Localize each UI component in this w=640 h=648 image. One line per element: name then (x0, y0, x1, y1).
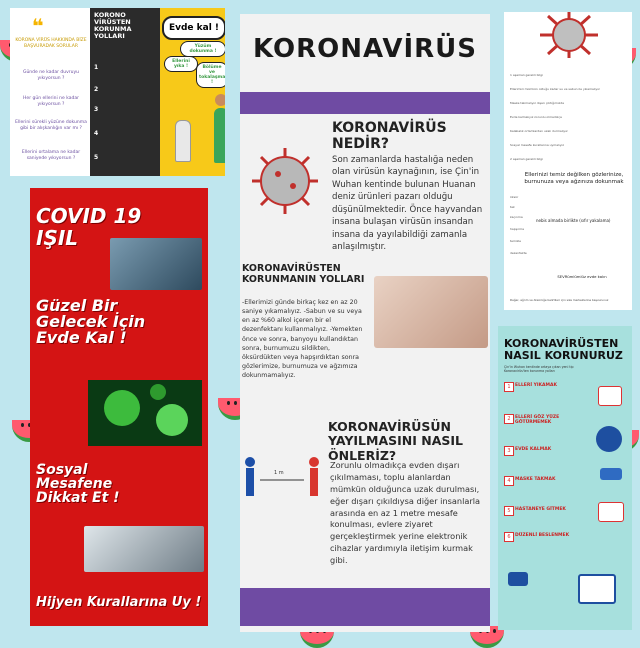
step-number-badge: 6 (504, 532, 514, 542)
poster-korunma-teal (498, 326, 632, 630)
protection-text: -Ellerimizi günde birkaç kez en az 20 saniye yıkamalıyız. -Sabun ve su veya en az %60 alkol içeren bir el dezenfektanı kullanmalıyız. -Yemekten önce ve sonra, banyoyu kullandıktan sonra, burnumuzu sildikten, öksürdükten veya hapşırdıktan sonra gözlerimize, burnumuza ve ağzımıza dokunmamalıyız. (242, 299, 363, 379)
stay-home-slogan: Güzel Bir Gelecek İçin Evde Kal ! (36, 296, 146, 347)
step-label: ELLERİ YIKAMAK (515, 383, 557, 388)
virus-image (534, 12, 604, 58)
step-number: 1 (94, 64, 99, 71)
info-line: 2 aşamalı gerekli bilgi (510, 157, 543, 161)
step-label: EVDE KALMAK (515, 447, 552, 452)
scientist-photo (110, 238, 202, 290)
speech-bubble: Bölüme ve tokalaşma ! (196, 62, 225, 88)
step-number-badge: 2 (504, 414, 514, 424)
virus-image (88, 380, 202, 446)
small-list-item: temizle (510, 239, 522, 243)
protection-title: KORONAVİRÜSTEN KORUNMANIN YOLLARI (242, 263, 365, 285)
distance-label: 1 m (274, 470, 284, 476)
korunma-title: KORONAVİRÜSTEN NASIL KORUNURUZ (504, 337, 623, 363)
quote-icon: ❝ (32, 14, 44, 38)
info-line: Maske takmalıyız dışarı çıktığımızda (510, 101, 564, 105)
step-number: 2 (94, 86, 99, 93)
handwash-photo (374, 276, 488, 348)
prevention-text: Zorunlu olmadıkça evden dışarı çıkılmaması, toplu alanlardan mümkün olduğunca uzak durulması, eğer dışarı çıkıldıysa diğer insanlarla arasında en az 1 metre mesafe konulması, evlere ziyaret gerçekleştirmek yerine elektronik cihazlar yardımıyla iletişim kurmak gibi. (330, 460, 481, 566)
small-list-item: öksür (510, 195, 519, 199)
step-label: HASTANEYE GİTMEK (515, 507, 566, 512)
question-item: Ellerini sürekli yüzüne dokunma gibi bir alışkanlığın var mı ? (15, 120, 87, 131)
pill-icon (600, 468, 622, 480)
mid-text: nebis almada birlikte (sıfır yakalama) (536, 218, 611, 223)
poster-koronavirus-main (240, 14, 490, 632)
prevention-title: KORONAVİRÜSÜN YAYILMASINI NASIL ÖNLERİZ? (328, 419, 463, 463)
poster-questions (10, 8, 225, 176)
hygiene-slogan: Hijyen Kurallarına Uy ! (36, 595, 202, 610)
step-number: 4 (94, 130, 99, 137)
distance-illustration (242, 454, 324, 502)
medical-team-photo (84, 526, 204, 572)
doctor-illustration (175, 120, 191, 162)
step-label: MASKE TAKMAK (515, 477, 556, 482)
question-item: Her gün ellerini ne kadar yıkıyorsun ? (23, 96, 79, 107)
bandage-icon (508, 572, 528, 586)
small-list-item: kaçınma (510, 215, 523, 219)
protection-title: KORONO VİRÜSTEN KORUNMA YOLLARI (94, 11, 132, 41)
covid-heading: COVID 19 (36, 204, 142, 228)
step-number-badge: 1 (504, 382, 514, 392)
name-heading: IŞIL (36, 226, 79, 250)
what-is-title: KORONAVİRÜS NEDİR? (332, 120, 447, 153)
first-aid-icon (598, 386, 622, 406)
info-line: Kalabalık ortamlardan uzak durmalıyız (510, 129, 568, 133)
info-line: Ellerimizi mümkün olduğu kadar su ve sabun ile yıkamalıyız (510, 87, 600, 91)
distance-slogan: Sosyal Mesafene Dikkat Et ! (36, 462, 120, 506)
step-number: 3 (94, 106, 99, 113)
nurse-head (215, 94, 225, 106)
purple-bar-bottom (240, 588, 490, 626)
purple-bar-top (240, 92, 490, 114)
speech-bubble: Yüzüm dokunma ! (180, 41, 225, 57)
nurse-illustration (214, 108, 225, 163)
main-title: KORONAVİRÜS (253, 34, 477, 64)
speech-bubble: Ellerini yıka ! (164, 56, 198, 72)
poster-covid-red (30, 188, 208, 626)
korunma-subtitle: Çin'in Wuhan kentinde ortaya çıkan yeni tip Koronavirüs'ten korunma yolları (504, 365, 574, 373)
info-line: Evde kalmalıyız zorunlu olmadıkça (510, 115, 562, 119)
step-number-badge: 5 (504, 506, 514, 516)
step-label: DÜZENLİ BESLENMEK (515, 533, 570, 538)
step-label: ELLERİ GÖZ YÜZE GÖTÜRMEMEK (515, 415, 560, 425)
medicine-box-icon (578, 574, 616, 604)
small-list-item: dezenfekte (510, 251, 527, 255)
questions-intro: KORONA VİRÜS HAKKINDA BİZE BAŞVURADAK SORULAR (15, 38, 87, 49)
step-number-badge: 3 (504, 446, 514, 456)
heart-icon (596, 426, 622, 452)
question-item: Ellerini ortalama ne kadar saniyede yıkıyorsun ? (21, 150, 81, 161)
small-list-item: hapşırma (510, 227, 524, 231)
evde-kal-badge: Evde kal ! (162, 16, 225, 40)
question-item: Günde ne kadar duvruyu yıkıyorsun ? (22, 70, 80, 81)
poster-info-sheet (504, 12, 632, 310)
footer-note: Değer, ağrım ve öksürüğe belirtileri için size merkezlerine başvurunuz (510, 298, 609, 302)
step-number: 5 (94, 154, 99, 161)
info-line: Sosyal mesafe kurallarına uymalıyız (510, 143, 564, 147)
eyes-warning: Ellerinizi temiz değilken gözlerinize, burnunuza veya ağzınıza dokunmak (524, 172, 624, 185)
virus-icon (248, 144, 322, 218)
small-list-item: tak (510, 205, 515, 209)
info-line: 1 aşamalı gerekli bilgi (510, 73, 543, 77)
what-is-text: Son zamanlarda hastalığa neden olan virüsün kaynağının, ise Çin'in Wuhan kentinde bulunan Huanan deniz ürünleri pazarı olduğu düşünülmektedir. Önce hayvandan insana bulaşan virüsün insandan insana da yayılabildiği zamanla anlaşılmıştır. (332, 155, 483, 253)
step-number-badge: 4 (504, 476, 514, 486)
stay-home-note: SEVRümlümlüz evde kalın (557, 274, 607, 279)
first-aid-icon (598, 502, 624, 522)
